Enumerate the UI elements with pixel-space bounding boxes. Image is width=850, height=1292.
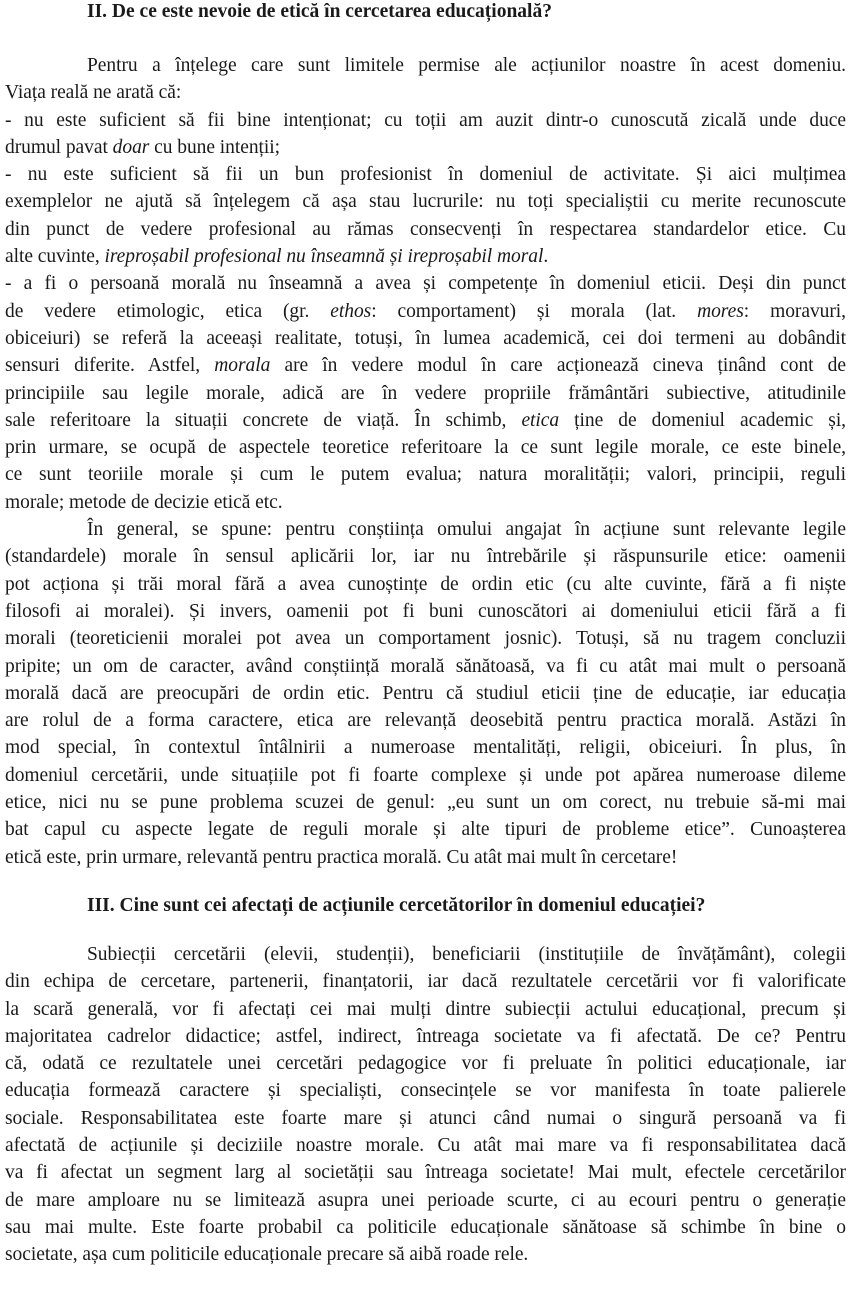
text-line: de vedere etimologic, etica (gr. ethos: comportament) și morala (lat. mores: moravuri, <box>5 300 846 322</box>
text-line: sale referitoare la situații concrete de viață. În schimb, etica ține de domeniul academic și, <box>5 409 847 431</box>
text-line: majoritatea cadrelor didactice; astfel, indirect, întreaga societate va fi afectată. De ce? Pentru <box>5 1025 846 1047</box>
text-line: morală dacă are preocupări de ordin etic. Pentru că studiul eticii ține de educație, iar educația <box>5 682 846 704</box>
text-line: Pentru a înțelege care sunt limitele permise ale acțiunilor noastre în acest domeniu. <box>87 55 846 76</box>
text-line: morali (teoreticienii moralei pot avea un comportament josnic). Totuși, să nu tragem concluzii <box>5 628 846 650</box>
text-line: din echipa de cercetare, partenerii, finanțatorii, iar dacă rezultatele cercetării vor fi valorificate <box>5 971 846 993</box>
emphasis-text: mores <box>697 300 744 322</box>
emphasis-text: etica <box>521 409 560 431</box>
text-line: etică este, prin urmare, relevantă pentru practica morală. Cu atât mai mult în cercetare! <box>5 846 678 868</box>
text-line: sau mai multe. Este foarte probabil ca politicile educaționale sănătoase să schimbe în bine o <box>5 1216 846 1238</box>
text-line: Subiecții cercetării (elevii, studenții), beneficiarii (instituțiile de învățământ), colegii <box>87 943 846 965</box>
text-line: din punct de vedere profesional au rămas consecvenți în respectarea standardelor etice. Cu <box>5 218 846 240</box>
text-line: are rolul de a forma caractere, etica are relevanță deosebită pentru practica morală. Astăzi în <box>5 710 846 732</box>
text-line: - nu este suficient să fii un bun profesionist în domeniul de activitate. Și aici mulțimea <box>5 164 846 186</box>
text-line: la scară generală, vor fi afectați cei mai mulți dintre subiecții actului educațional, precum și <box>5 998 846 1020</box>
text-line: morale; metode de decizie etică etc. <box>5 491 283 513</box>
paragraph-conscience <box>5 516 846 871</box>
text-line: că, odată ce rezultatele unei cercetări pedagogice vor fi preluate în politici educaționale, iar <box>5 1053 846 1075</box>
text-line: educația formează caractere și specialiști, consecințele se vor manifesta în toate palierele <box>5 1080 846 1102</box>
text-line: drumul pavat doar cu bune intenții; <box>5 136 281 158</box>
text-line: sensuri diferite. Astfel, morala are în vedere modul în care acționează cineva ținând cont de <box>5 355 846 377</box>
text-line: obiceiuri) se referă la aceeași realitate, totuși, în lumea academică, cei doi termeni au dobândit <box>5 327 846 349</box>
emphasis-text: ireproșabil profesional nu înseamnă și ireproșabil moral <box>104 246 544 268</box>
text-line: mod special, în contextul întâlnirii a numeroase mentalități, religii, obiceiuri. În plus, în <box>5 737 846 759</box>
text-line: principiile sau legile morale, adică are în vedere propriile frământări subiective, atitudinile <box>5 382 846 404</box>
emphasis-text: morala <box>214 355 271 377</box>
text-line: Viața reală ne arată că: <box>5 82 182 104</box>
text-line: prin urmare, se ocupă de aspectele teoretice referitoare la ce sunt legile morale, ce este binele, <box>5 437 846 459</box>
text-line: va fi afectat un segment larg al societății sau întreaga societate! Mai mult, efectele cercetărilor <box>5 1162 846 1184</box>
text-line: afectată de acțiunile și deciziile noastre morale. Cu atât mai mare va fi responsabilitatea dacă <box>5 1134 846 1156</box>
text-line: ce sunt teoriile morale și cum le putem evalua; natura moralității; valori, principii, reguli <box>5 464 846 486</box>
paragraph-limits <box>5 52 846 516</box>
text-line: filosofi ai moralei). Și invers, oamenii pot fi buni cunoscători ai domeniului eticii fără a fi <box>5 600 846 622</box>
text-line: În general, se spune: pentru conștiința omului angajat în acțiune sunt relevante legile <box>87 519 846 541</box>
text-line: exemplelor ne ajută să înțelegem că așa stau lucrurile: nu toți specialiștii cu merite recunoscute <box>5 191 846 213</box>
text-line: domeniul cercetării, unde situațiile pot fi foarte complexe și unde pot apărea numeroase dileme <box>5 764 846 786</box>
emphasis-text: doar <box>112 136 150 158</box>
section-heading-ethics-need: II. De ce este nevoie de etică în cercetarea educațională? <box>87 1 552 22</box>
text-line: alte cuvinte, ireproșabil profesional nu înseamnă și ireproșabil moral. <box>5 246 549 268</box>
section-heading-affected-parties: III. Cine sunt cei afectați de acțiunile cercetătorilor în domeniul educației? <box>87 894 706 916</box>
text-line: pot acționa și trăi moral fără a avea cunoștințe de ordin etic (cu alte cuvinte, fără a fi niște <box>5 573 846 595</box>
text-line: - a fi o persoană morală nu înseamnă a avea și competențe în domeniul eticii. Deși din punct <box>5 273 846 295</box>
text-line: - nu este suficient să fii bine intenționat; cu toții am auzit dintr-o cunoscută zicală unde duce <box>5 109 846 131</box>
emphasis-text: ethos <box>330 300 372 322</box>
text-line: societate, așa cum politicile educaționale precare să aibă roade rele. <box>5 1244 529 1266</box>
text-line: etice, nici nu se pune problema scuzei de genul: „eu sunt un om corect, nu trebuie să-mi mai <box>5 792 846 814</box>
text-line: bat capul cu aspecte legate de reguli morale și alte tipuri de probleme etice”. Cunoașterea <box>5 819 846 841</box>
text-line: sociale. Responsabilitatea este foarte mare și atunci când numai o singură persoană va fi <box>5 1107 846 1129</box>
text-line: de mare amploare nu se limitează asupra unei perioade scurte, ci au ecouri pentru o generație <box>5 1189 846 1211</box>
paragraph-subjects <box>5 941 846 1269</box>
text-line: (standardele) morale în sensul aplicării lor, iar nu întrebările și răspunsurile etice: oamenii <box>5 546 846 568</box>
text-line: pripite; un om de caracter, având conștiință morală sănătoasă, va fi cu atât mai mult o persoană <box>5 655 846 677</box>
